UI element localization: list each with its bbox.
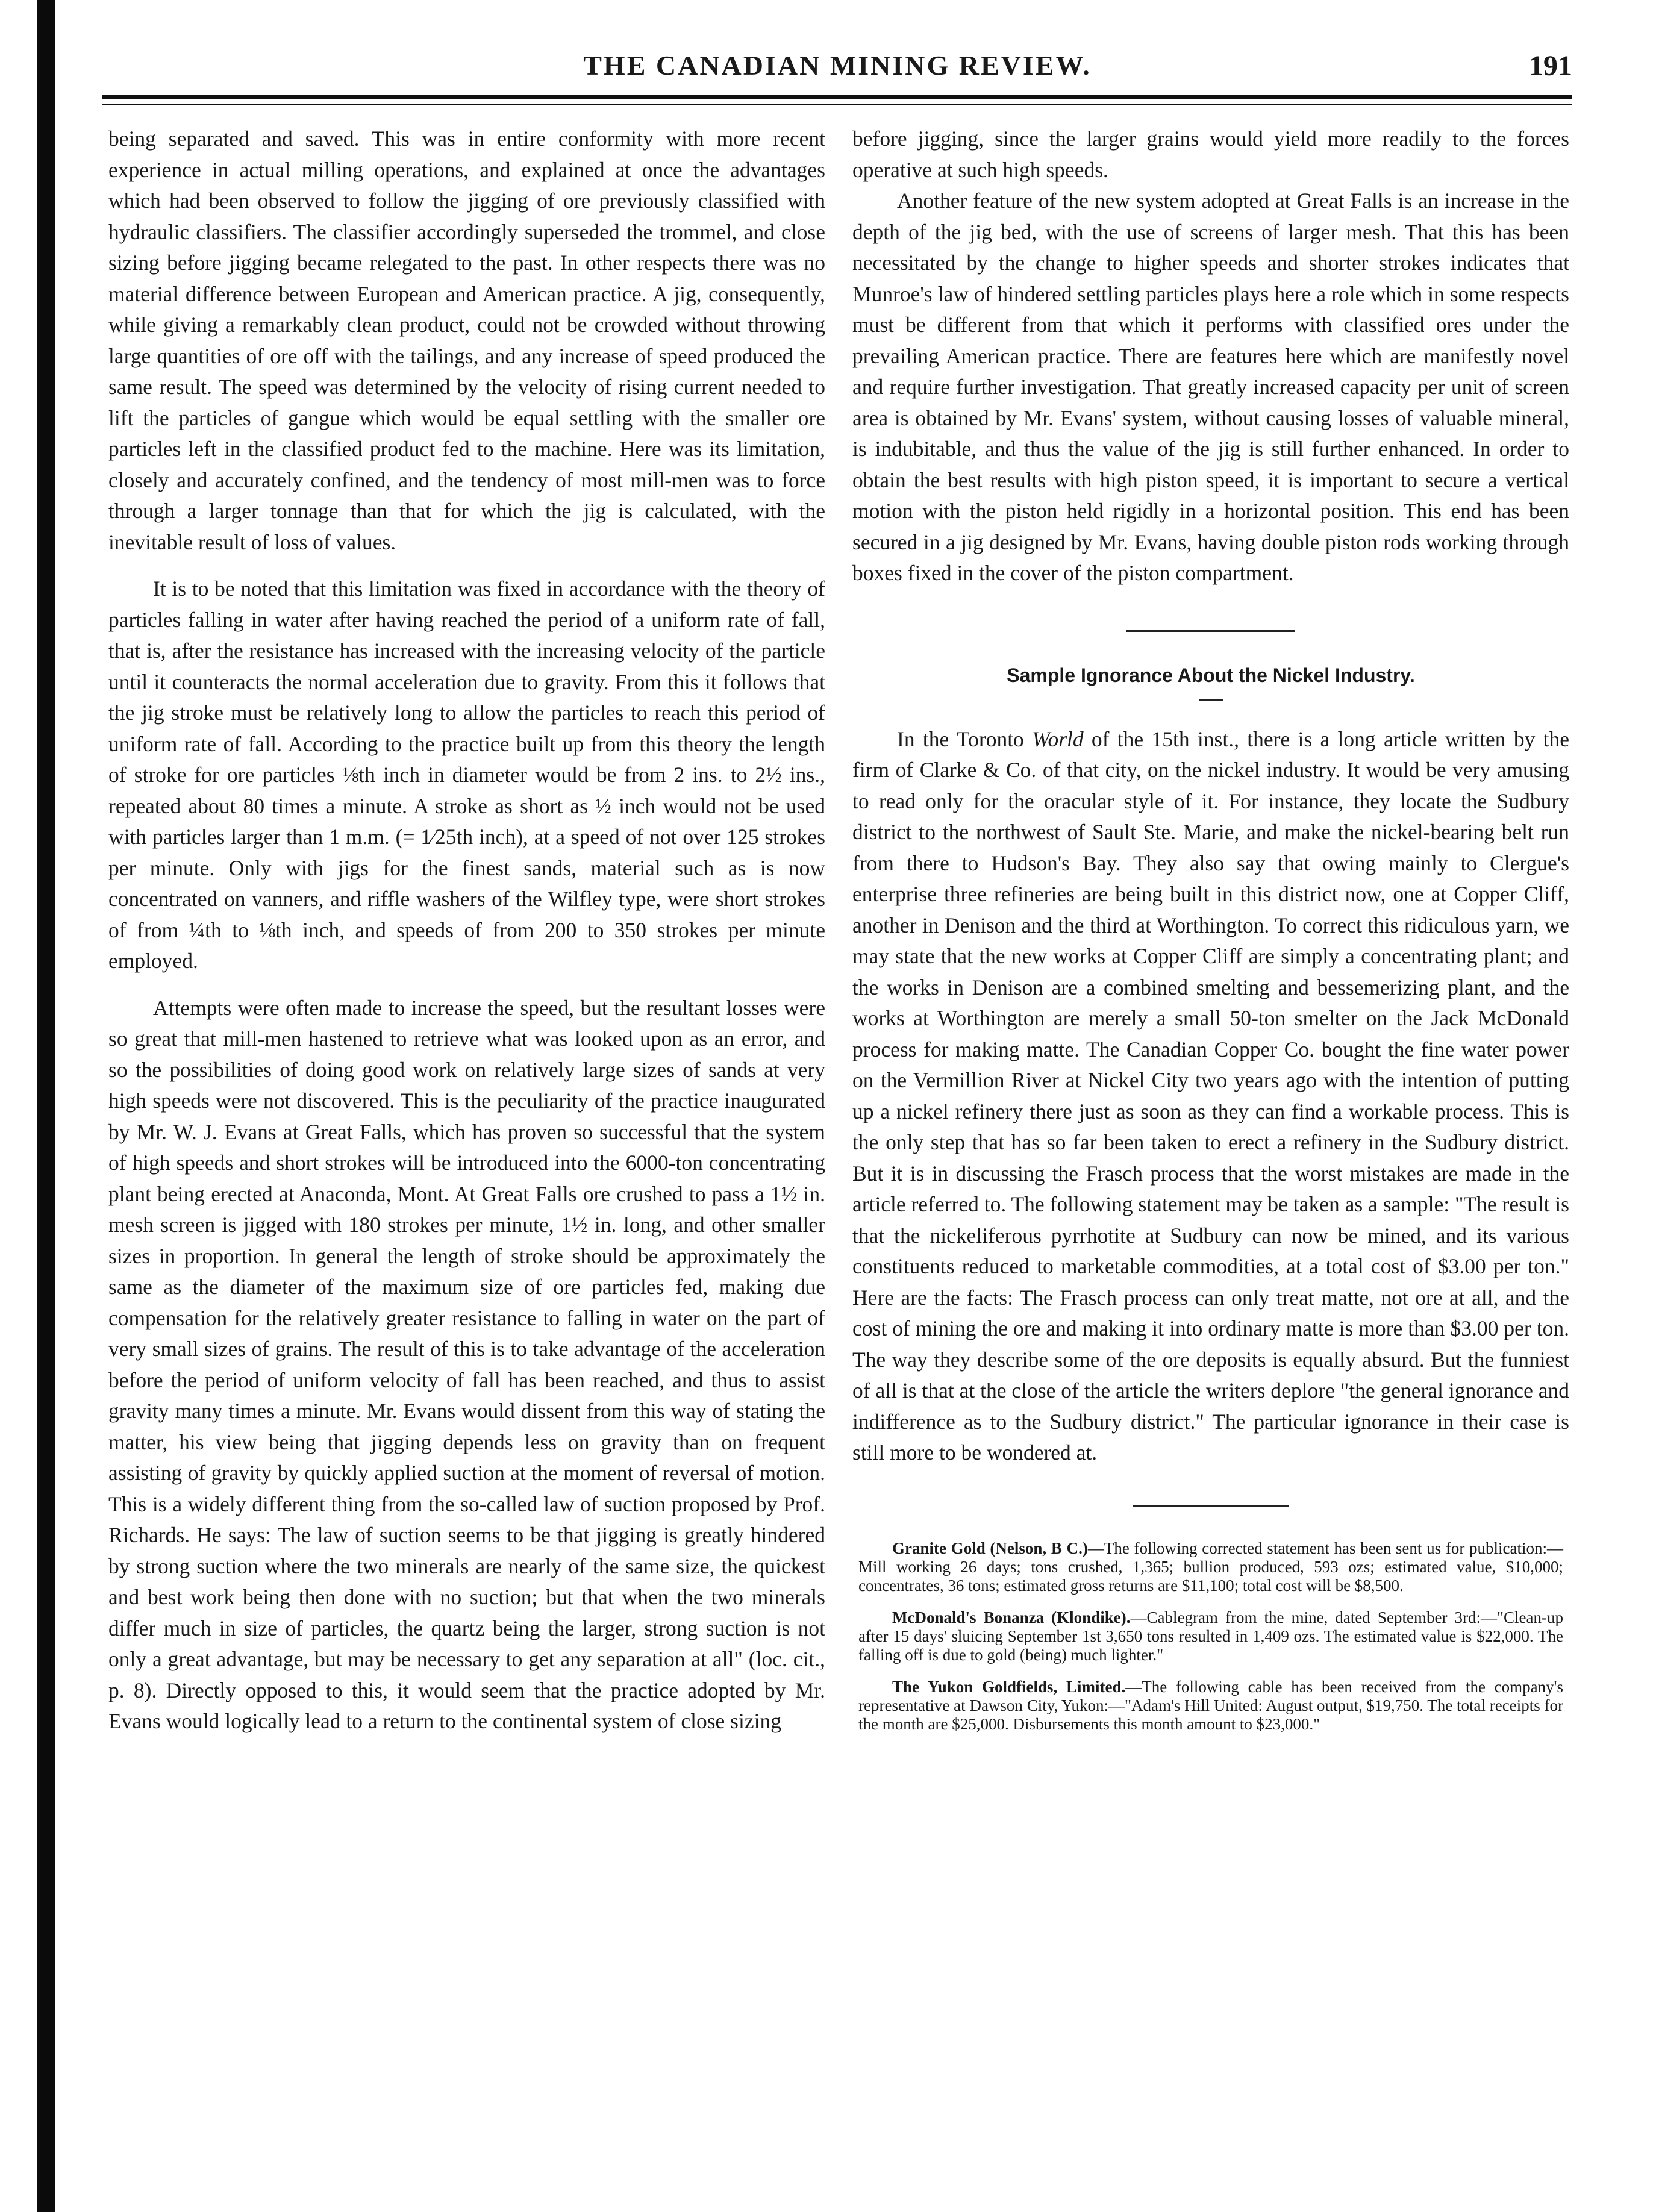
page-header: [102, 49, 1572, 86]
scan-edge-bar: [37, 0, 55, 2212]
paragraph: being separated and saved. This was in entire conformity with more recent experience in actual milling operations, and explained at once the advantages which had been observed to follow the jigging of ore previously classified with hydraulic classifiers. The classifier accordingly superseded the trommel, and close sizing before jigging became relegated to the past. In other respects there was no material difference between European and American practice. A jig, consequently, while giving a remarkably clean product, could not be crowded without throwing large quantities of ore off with the tailings, and any increase of speed produced the same result. The speed was determined by the velocity of rising current needed to lift the particles of gangue which would be equal settling with the smaller ore particles left in the classified product fed to the machine. Here was its limitation, closely and accurately confined, and the tendency of most mill-men was to force through a larger tonnage than that for which the jig is calculated, with the inevitable result of loss of values.: [108, 127, 825, 554]
article-paragraph: In the Toronto World of the 15th inst., there is a long article written by the firm of Clarke & Co. of that city, on the nickel industry. It would be very amusing to read only for the oracular style of it. For instance, they locate the Sudbury district to the northwest of Sault Ste. Marie, and make the nickel-bearing belt run from there to Hudson's Bay. They also say that owing mainly to Clergue's enterprise three refineries are being built in this district now, one at Copper Cliff, another in Denison and the third at Worthington. To correct this ridiculous yarn, we may state that the new works at Copper Cliff are simply a concentrating plant; and the works in Denison are a combined smelting and bessemerizing plant, and the works at Worthington are merely a small 50-ton smelter on the Jack McDonald process for making matte. The Canadian Copper Co. bought the fine water power on the Vermillion River at Nickel City two years ago with the intention of putting up a nickel refinery there just as soon as they can find a workable process. This is the only step that has so far been taken to erect a refinery in the Sudbury district. But it is in discussing the Frasch process that the worst mistakes are made in the article referred to. The following statement may be taken as a sample: "The result is that the nickeliferous pyrrhotite at Sudbury can now be mined, and its various constituents reduced to marketable commodities, at a total cost of $3.00 per ton." Here are the facts: The Frasch process can only treat matte, not ore at all, and the cost of mining the ore and making it into ordinary matte is more than $3.00 per ton. The way they describe some of the ore deposits is equally absurd. But the funniest of all is that at the close of the article the writers deplore "the general ignorance and indifference as to the Sudbury district." The particular ignorance in their case is still more to be wondered at.: [852, 726, 1569, 1464]
note-title: Granite Gold (Nelson, B C.): [892, 1539, 1088, 1557]
right-column: [852, 123, 1569, 1747]
note-text: —The following cable has been received from the company's representative at Dawson City, Yukon:—"Adam's Hill United: August output, $19,750. The total receipts for the month are $25,000. Disbursements this month amount to $23,000.": [858, 1677, 1563, 1733]
mining-note: [858, 1678, 1563, 1734]
paragraph: Another feature of the new system adopted at Great Falls is an increase in the depth of the jig bed, with the use of screens of larger mesh. That this has been necessitated by the change to higher speeds and shorter strokes indicates that Munroe's law of hindered settling particles plays here a role which in some respects must be different from that which it performs with classified ores under the prevailing American practice. There are features here which are manifestly novel and require further investigation. That greatly increased capacity per unit of screen area is obtained by Mr. Evans' system, without causing losses of valuable mineral, is indubitable, and thus the value of the jig is still further enhanced. In order to obtain the best results with high piston speed, it is important to secure a vertical motion with the piston held rigidly in a horizontal position. This end has been secured in a jig designed by Mr. Evans, having double piston rods working through boxes fixed in the cover of the piston compartment.: [852, 189, 1569, 585]
mining-note: [858, 1608, 1563, 1664]
header-rule-thick: [102, 95, 1572, 99]
section-divider: [1133, 1505, 1289, 1507]
note-title: The Yukon Goldfields, Limited.: [892, 1677, 1126, 1696]
paragraph: before jigging, since the larger grains would yield more readily to the forces operative at such high speeds.: [852, 127, 1569, 182]
note-text: —The following corrected statement has been sent us for publication:—Mill working 26 days; tons crushed, 1,365; bullion produced, 593 ozs; estimated value, $10,000; concentrates, 36 tons; estimated gross returns are $11,100; total cost will be $8,500.: [858, 1539, 1563, 1595]
header-rule-thin: [102, 104, 1572, 105]
journal-title: THE CANADIAN MINING REVIEW.: [583, 50, 1092, 81]
heading-dash: [1199, 699, 1223, 701]
note-text: —Cablegram from the mine, dated September 3rd:—"Clean-up after 15 days' sluicing September 1st 3,650 tons resulted in 1,409 ozs. The estimated value is $22,000. The falling off is due to gold (being) much lighter.": [858, 1608, 1564, 1664]
section-divider: [1126, 630, 1295, 632]
note-title: McDonald's Bonanza (Klondike).: [892, 1608, 1131, 1626]
paragraph: It is to be noted that this limitation was fixed in accordance with the theory of particles falling in water after having reached the period of a uniform rate of fall, that is, after the resistance has increased with the increasing velocity of the particle until it counteracts the normal acceleration due to gravity. From this it follows that the jig stroke must be relatively long to allow the particles to reach this period of uniform rate of fall. According to the practice built up from this theory the length of stroke for ore particles ⅛th inch in diameter would be from 2 ins. to 2½ ins., repeated about 80 times a minute. A stroke as short as ½ inch would not be used with particles larger than 1 m.m. (= 1⁄25th inch), at a speed of not over 125 strokes per minute. Only with jigs for the finest sands, material such as is now concentrated on vanners, and riffle washers of the Wilfley type, were short strokes of from ¼th to ⅛th inch, and speeds of from 200 to 350 strokes per minute employed.: [108, 576, 825, 973]
left-column: [108, 123, 825, 1737]
newspaper-name: World: [1032, 726, 1084, 751]
mining-note: [858, 1539, 1563, 1595]
page-number: 191: [1529, 50, 1572, 82]
article-heading: Sample Ignorance About the Nickel Industry.: [1007, 664, 1415, 686]
paragraph: Attempts were often made to increase the speed, but the resultant losses were so great that mill-men hastened to retrieve what was looked upon as an error, and so the possibilities of doing good work on relatively large sizes of sands at very high speeds were not discovered. This is the peculiarity of the practice inaugurated by Mr. W. J. Evans at Great Falls, which has proven so successful that the system of high speeds and short strokes will be introduced into the 6000-ton concentrating plant being erected at Anaconda, Mont. At Great Falls ore crushed to pass a 1½ in. mesh screen is jigged with 180 strokes per minute, 1½ in. long, and other smaller sizes in proportion. In general the length of stroke should be approximately the same as the diameter of the maximum size of ore particles fed, making due compensation for the relatively greater resistance to falling in water on the part of very small sizes of grains. The result of this is to take advantage of the acceleration before the period of uniform velocity of fall has been reached, and thus to assist gravity many times a minute. Mr. Evans would dissent from this way of stating the matter, his view being that jigging depends less on gravity than on frequent assisting of gravity by quickly applied suction at the moment of reversal of motion. This is a widely different thing from the so-called law of suction proposed by Prof. Richards. He says: The law of suction seems to be that jigging is greatly hindered by strong suction where the two minerals are nearly of the same size, the quickest and best work being then done with no suction; but that when the two minerals differ much in size of particles, the quartz being the larger, strong suction is not only a great advantage, but may be necessary to get any separation at all" (loc. cit., p. 8). Directly opposed to this, it would seem that the practice adopted by Mr. Evans would logically lead to a return to the continental system of close sizing: [108, 995, 825, 1733]
